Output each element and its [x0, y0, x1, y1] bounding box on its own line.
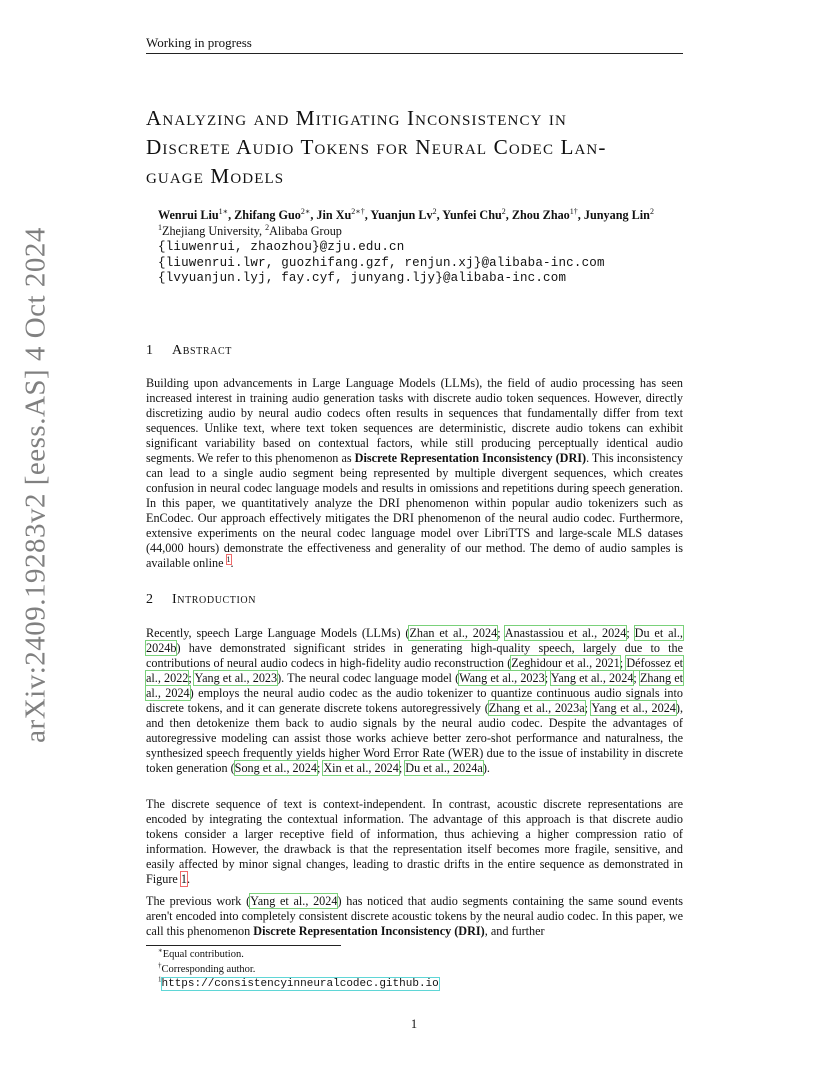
arxiv-identifier-text: arXiv:2409.19283v2 [eess.AS] 4 Oct 2024 [19, 227, 52, 743]
affiliation-2: Alibaba Group [269, 224, 342, 238]
abstract-paragraph [146, 376, 683, 571]
footnote-marker: ∗ [158, 946, 163, 955]
citation-link[interactable]: Zhan et al., 2024 [409, 626, 498, 640]
citation-link[interactable]: Yang et al., 2024 [250, 894, 338, 908]
paragraph-text: ; [584, 701, 592, 715]
abstract-text: Building upon advancements in Large Language Models (LLMs), the field of audio processing has seen increased interest in training audio generation tasks with discrete audio token sequences. However, directly discretizing audio by neural audio codecs often results in sequences that fundamentally differ from text sequences. Unlike text, where text token sequences are deterministic, discrete audio tokens can exhibit significant variability based on contextual factors, while still producing perceptually identical audio segments. We refer to this phenomenon as [146, 376, 683, 465]
footnote-text: Equal contribution. [162, 949, 244, 960]
author-marker: 2∗† [351, 206, 365, 216]
affiliation-marker: 2 [265, 222, 270, 232]
paragraph-text: , and further [484, 924, 545, 938]
affiliation-marker: 1 [158, 222, 162, 232]
footnote-3 [158, 977, 439, 991]
citation-link[interactable]: Yang et al., 2023 [194, 671, 278, 685]
footnote-2 [158, 963, 255, 976]
section-heading-introduction [146, 592, 256, 608]
affiliations [158, 224, 342, 239]
author-name: Wenrui Liu [158, 208, 219, 222]
paragraph-text: ). [482, 761, 490, 775]
author-name: Zhou Zhao [511, 208, 570, 222]
paragraph-text: ) has noticed that audio segments containing the same sound events aren't encoded into completely consistent discrete acoustic tokens by the neural audio codec. In this paper, we call this phenomenon [146, 894, 683, 938]
citation-link[interactable]: Du et al., 2024b [146, 626, 683, 655]
running-header: Working in progress [146, 35, 252, 50]
abstract-text: . [230, 556, 234, 570]
author-name: Jin Xu [316, 208, 352, 222]
paragraph-text: ; [633, 671, 640, 685]
paragraph-text: ). The neural codec language model ( [277, 671, 460, 685]
citation-link[interactable]: Wang et al., 2023 [459, 671, 545, 685]
paragraph-text: ; [188, 671, 195, 685]
paragraph-text: ; [316, 761, 324, 775]
author-marker: 2∗ [300, 206, 311, 216]
intro-paragraph-2 [146, 797, 683, 887]
paragraph-text: ; [626, 626, 635, 640]
paragraph-text: ) have demonstrated significant strides in generating high-quality speech, largely due to the contributions of neural audio codecs in high-fidelity audio reconstruction ( [146, 641, 683, 670]
paper-title [146, 104, 686, 191]
paragraph-text: ), and then detokenize them back to audio signals by the neural audio codec. Despite the advantages of autoregressive modeling can assist those works achieve better zero-shot performance and naturalness, the synthesized speech frequently yields higher Word Error Rate (WER) due to the issue of instability in discrete token generation ( [146, 701, 683, 775]
title-line-1: Analyzing and Mitigating Inconsistency in [146, 106, 567, 130]
author-name: Yunfei Chu [442, 208, 502, 222]
page-number: 1 [410, 1017, 418, 1031]
email-line-3: {lvyuanjun.lyj, fay.cyf, junyang.ljy}@alibaba-inc.com [158, 271, 567, 285]
bold-term: Discrete Representation Inconsistency (DRI) [253, 924, 485, 938]
paragraph-text: The discrete sequence of text is context-independent. In contrast, acoustic discrete representations are encoded by integrating the contextual information. The advantage of this approach is that discrete audio tokens consider a larger receptive field of information, thus achieving a higher compression ratio of information. However, the drawback is that the representation itself becomes more fragile, sensitive, and easily affected by minor signal changes, leading to drastic drifts in the entire sequence as demonstrated in Figure [146, 797, 683, 886]
footnote-marker: 1 [158, 975, 162, 984]
abstract-bold-term: Discrete Representation Inconsistency (DRI) [354, 451, 587, 465]
author-marker: 2 [649, 206, 654, 216]
paragraph-text: ; [398, 761, 406, 775]
email-line-1: {liuwenrui, zhaozhou}@zju.edu.cn [158, 240, 405, 254]
title-line-3: guage Models [146, 164, 285, 188]
section-title: Introduction [172, 592, 257, 607]
paragraph-text: ) employs the neural audio codec as the audio tokenizer to quantize continuous audio signals into discrete tokens, and it can generate discrete tokens autoregressively ( [146, 686, 683, 715]
section-number: 1 [146, 343, 154, 358]
title-line-2: Discrete Audio Tokens for Neural Codec Lan- [146, 135, 607, 159]
author-name: Junyang Lin [583, 208, 650, 222]
section-title: Abstract [172, 343, 232, 358]
paragraph-text: Recently, speech Large Language Models (LLMs) ( [146, 626, 410, 640]
intro-paragraph-3 [146, 894, 683, 939]
citation-link[interactable]: Anastassiou et al., 2024 [504, 626, 627, 640]
figure-reference-link[interactable]: 1 [180, 872, 187, 886]
demo-url-link[interactable]: https://consistencyinneuralcodec.github.io [161, 978, 439, 990]
author-marker: 2 [501, 206, 506, 216]
citation-link[interactable]: Yang et al., 2024 [550, 671, 634, 685]
citation-link[interactable]: Zhang et al., 2023a [488, 701, 585, 715]
email-line-2: {liuwenrui.lwr, guozhifang.gzf, renjun.xj}@alibaba-inc.com [158, 256, 605, 270]
citation-link[interactable]: Zhang et al., 2024 [146, 671, 684, 700]
author-marker: 1∗ [218, 206, 229, 216]
citation-link[interactable]: Yang et al., 2024 [591, 701, 676, 715]
paragraph-text: ; [497, 626, 505, 640]
abstract-text: . This inconsistency can lead to a single audio segment being represented by multiple divergent sequences, which creates confusion in neural codec language models and results in omissions and repetitions during speech generation. In this paper, we quantitatively analyze the DRI phenomenon within popular audio tokenizers such as EnCodec. Our approach effectively mitigates the DRI phenomenon of the neural audio codec. Furthermore, extensive experiments on the neural codec language model over LibriTTS and large-scale MLS datases (44,000 hours) demonstrate the effectiveness and generality of our method. The demo of audio samples is available online [146, 451, 683, 570]
footnote-1 [158, 948, 244, 961]
footnote-link[interactable]: 1 [226, 554, 231, 564]
footnote-text: Corresponding author. [161, 964, 256, 975]
author-list: Wenrui Liu$^{1∗}$, Zhifang Guo$^{2∗}$, Jin $Xu^{2∗\dagger}$, Yuanjun Lv$^2$, Yunfei Chu$^2$, Zhou Zhao$^{1\dagger}$, Junyang Lin$^2$ [158, 206, 654, 222]
author-name: Zhifang Guo [234, 208, 301, 222]
intro-paragraph-1 [146, 626, 683, 776]
citation-link[interactable]: Zeghidour et al., 2021 [511, 656, 620, 670]
citation-link[interactable]: Xin et al., 2024 [323, 761, 399, 775]
citation-link[interactable]: Du et al., 2024a [405, 761, 483, 775]
footnote-marker: † [158, 961, 162, 970]
affiliation-1: Zhejiang University, [162, 224, 266, 238]
arxiv-identifier-stamp [19, 227, 52, 743]
header-rule [146, 53, 683, 54]
citation-link[interactable]: Song et al., 2024 [234, 761, 317, 775]
section-number: 2 [146, 592, 154, 607]
paragraph-text: ; [544, 671, 551, 685]
paragraph-text: . [186, 872, 191, 886]
footnote-rule [146, 945, 341, 946]
paragraph-text: The previous work ( [146, 894, 251, 908]
paragraph-text: ; [619, 656, 627, 670]
author-name: Yuanjun Lv [370, 208, 433, 222]
author-marker: 1† [569, 206, 578, 216]
citation-link[interactable]: Défossez et al., 2022 [146, 656, 683, 685]
section-heading-abstract [146, 343, 232, 359]
author-marker: 2 [432, 206, 437, 216]
